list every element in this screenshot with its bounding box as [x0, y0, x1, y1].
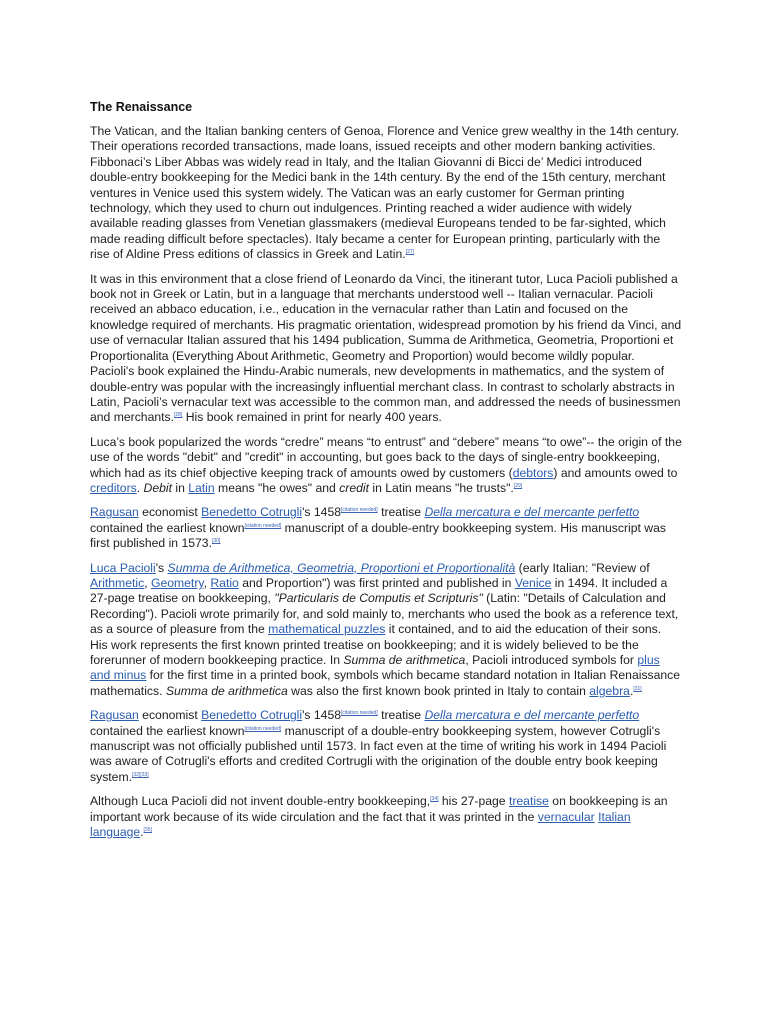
- reference-29[interactable]: [29]: [513, 482, 523, 489]
- link-plus-and-minus[interactable]: plus and minus: [90, 653, 660, 683]
- paragraph-cotrugli-2: Ragusan economist Benedetto Cotrugli's 1458[citation needed] treatise Della mercatura e del mercante perfetto contained the earliest known[citation needed] manuscript of a double-entry bookkeeping system, however Cotrugli's manuscript was not officially published until 1573. In fact even at the time of writing his work in 1494 Pacioli was aware of Cotrugli's efforts and credited Cortrugli with the origination of the double entry book keeping system.[32][33]: [90, 708, 667, 784]
- link-debtors[interactable]: debtors: [512, 465, 554, 480]
- reference-34[interactable]: [34]: [430, 796, 439, 803]
- reference-30[interactable]: [30]: [211, 538, 221, 545]
- link-vernacular[interactable]: vernacular: [537, 809, 595, 824]
- link-creditors[interactable]: creditors: [90, 480, 137, 495]
- link-algebra[interactable]: algebra: [589, 683, 630, 698]
- link-arithmetic[interactable]: Arithmetic: [90, 575, 145, 590]
- citation-needed[interactable]: [citation needed]: [244, 725, 282, 732]
- link-ragusan[interactable]: Ragusan: [90, 708, 139, 723]
- link-treatise[interactable]: treatise: [508, 794, 549, 809]
- reference-28[interactable]: [28]: [174, 412, 183, 419]
- link-ragusan[interactable]: Ragusan: [90, 505, 139, 520]
- citation-needed[interactable]: [citation needed]: [341, 507, 378, 514]
- link-benedetto-cotrugli[interactable]: Benedetto Cotrugli: [201, 708, 303, 723]
- reference-31[interactable]: [31]: [633, 685, 642, 692]
- link-della-mercatura[interactable]: Della mercatura e del mercante perfetto: [424, 708, 640, 723]
- paragraph-cotrugli-1: Ragusan economist Benedetto Cotrugli's 1458[citation needed] treatise Della mercatura e del mercante perfetto contained the earliest known[citation needed] manuscript of a double-entry bookkeeping system. His manuscript was first published in 1573.[30]: [90, 505, 666, 551]
- reference-32-33[interactable]: [32][33]: [131, 771, 149, 778]
- reference-27[interactable]: [27]: [405, 249, 415, 256]
- section-heading: The Renaissance: [90, 100, 193, 114]
- link-italian-language[interactable]: Italian language: [90, 809, 631, 840]
- citation-needed[interactable]: [citation needed]: [244, 522, 282, 529]
- link-ratio[interactable]: Ratio: [210, 575, 239, 590]
- link-della-mercatura[interactable]: Della mercatura e del mercante perfetto: [424, 505, 640, 520]
- paragraph-double-entry: Although Luca Pacioli did not invent double-entry bookkeeping,[34] his 27-page treatise on bookkeeping is an important work because of its wide circulation and the fact that it was printed in the vernacular Italian language.[35]: [90, 794, 668, 840]
- link-summa-de-arithmetica[interactable]: Summa de Arithmetica, Geometria, Proportioni et Proportionalità: [167, 560, 516, 575]
- paragraph-vatican-banking: The Vatican, and the Italian banking centers of Genoa, Florence and Venice grew wealthy in the 14th century. Their operations recorded transactions, made loans, issued receipts and other modern banking activities. Fibbonaci’s Liber Abbas was widely read in Italy, and the Italian Giovanni di Bicci de’ Medici introduced double-entry bookkeeping for the Medici bank in the 14th century. By the end of the 15th century, merchant ventures in Venice used this system widely. The Vatican was an early customer for German printing technology, which they used to churn out indulgences. Printing reached a wider audience with widely available reading glasses from Venetian glassmakers (medieval Europeans tended to be far-sighted, which made reading difficult before spectacles). Italy became a center for European printing, particularly with the rise of Aldine Press editions of classics in Greek and Latin.[27]: [90, 124, 679, 262]
- link-mathematical-puzzles[interactable]: mathematical puzzles: [268, 622, 386, 637]
- paragraph-debit-credit: Luca’s book popularized the words “credre” means “to entrust” and “debere” means “to owe”-- the origin of the use of the words "debit" and "credit" in accounting, but goes back to the days of single-entry bookkeeping, which had as its chief objective keeping track of amounts owed by customers (debtors) and amounts owed to creditors. Debit in Latin means "he owes" and credit in Latin means "he trusts".[29]: [90, 434, 682, 495]
- link-venice[interactable]: Venice: [514, 575, 552, 590]
- paragraph-summa: Luca Pacioli's Summa de Arithmetica, Geometria, Proportioni et Proportionalità (early Italian: "Review of Arithmetic, Geometry, Ratio and Proportion") was first printed and published in Venice in 1494. It included a 27-page treatise on bookkeeping, "Particularis de Computis et Scripturis" (Latin: "Details of Calculation and Recording"). Pacioli wrote primarily for, and sold mainly to, merchants who used the book as a reference text, as a source of pleasure from the mathematical puzzles it contained, and to aid the education of their sons. His work represents the first known printed treatise on bookkeeping; and it is widely believed to be the forerunner of modern bookkeeping practice. In Summa de arithmetica, Pacioli introduced symbols for plus and minus for the first time in a printed book, symbols which became standard notation in Italian Renaissance mathematics. Summa de arithmetica was also the first known book printed in Italy to contain algebra.[31]: [90, 560, 681, 698]
- link-latin[interactable]: Latin: [188, 480, 215, 495]
- link-benedetto-cotrugli[interactable]: Benedetto Cotrugli: [201, 505, 303, 520]
- paragraph-pacioli-environment: It was in this environment that a close friend of Leonardo da Vinci, the itinerant tutor, Luca Pacioli published a book not in Greek or Latin, but in a language that merchants understood well -- Italian vernacular. Pacioli received an abbaco education, i.e., education in the vernacular rather than Latin and focused on the knowledge required of merchants. His pragmatic orientation, widespread promotion by his friend da Vinci, and use of vernacular Italian assured that his 1494 publication, Summa de Arithmetica, Geometria, Proportioni et Proportionalita (Everything About Arithmetic, Geometry and Proportion) would become wildly popular. Pacioli's book explained the Hindu-Arabic numerals, new developments in mathematics, and the system of double-entry was popular with the increasingly influential merchant class. In contrast to scholarly abstracts in Latin, Pacioli’s vernacular text was accessible to the common man, and addressed the needs of businessmen and merchants.[28] His book remained in print for nearly 400 years.: [90, 271, 682, 425]
- link-geometry[interactable]: Geometry: [150, 575, 204, 590]
- reference-35[interactable]: [35]: [143, 827, 152, 834]
- link-luca-pacioli[interactable]: Luca Pacioli: [90, 560, 156, 575]
- citation-needed[interactable]: [citation needed]: [341, 710, 378, 717]
